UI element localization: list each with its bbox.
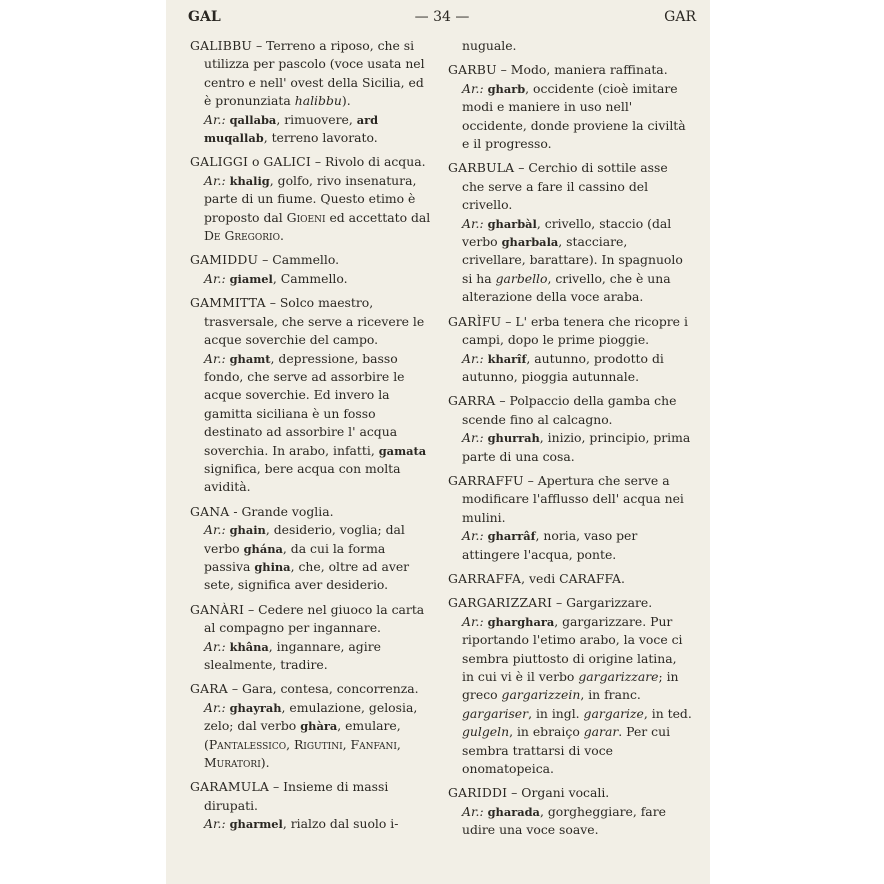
entry-gammitta: GAMMITTA – Solco maestro, trasversale, che serve a ricevere le acque soverchie del campo. Ar.: ghamt, depressione, basso fondo, che serve ad assorbire le acque soverchie. Ed invero la gamitta siciliana è un fosso destinato ad assorbire l' acqua soverchia. In arabo, infatti, gamata significa, bere acqua con molta avidità. — [190, 295, 427, 495]
right-column — [448, 37, 692, 846]
headword: GAMMITTA — [190, 295, 266, 311]
entry-gargarizzari: GARGARIZZARI – Gargarizzare. Ar.: gharghara, gargarizzare. Pur riportando l'etimo arabo, la voce ci sembra piuttosto di origine latina, in cui vi è il verbo gargarizzare; in greco gargarizzein, in franc. gargariser, in ingl. gargarize, in ted. gulgeln, in ebraiço garar. Per cui sembra trattarsi di voce onomatopeica. — [448, 595, 692, 777]
headword: GARA — [190, 681, 228, 697]
page-number: — 34 — — [414, 9, 470, 25]
left-column — [190, 37, 434, 840]
entry-ganari: GANÀRI – Cedere nel giuoco la carta al compagno per ingannare. Ar.: khâna, ingannare, agire slealmente, tradire. — [190, 601, 425, 672]
headword: GARBULA — [448, 160, 515, 176]
dictionary-page — [166, 0, 710, 884]
entry-garbu: GARBU – Modo, maniera raffinata. Ar.: gharb, occidente (cioè imitare modi e maniere in uso nell' occidente, donde proviene la civiltà e il progresso. — [448, 62, 686, 152]
entry-garbula: GARBULA – Cerchio di sottile asse che serve a fare il cassino del crivello. Ar.: gharbàl, crivello, staccio (dal verbo gharbala, stacciare, crivellare, barattare). In spagnuolo si ha garbello, crivello, che è una alterazione della voce araba. — [448, 160, 683, 305]
page-header — [188, 6, 696, 28]
entry-continuation: nuguale. — [462, 38, 517, 53]
entry-gara: GARA – Gara, contesa, concorrenza. Ar.: ghayrah, emulazione, gelosia, zelo; dal verbo ghàra, emulare, (Pantalessico, Rigutini, Fanfani, Muratori). — [190, 681, 419, 771]
entry-garraffa: GARRAFFA, vedi CARAFFA. — [448, 570, 625, 586]
entry-gariddi: GARIDDI – Organi vocali. Ar.: gharada, gorgheggiare, fare udire una voce soave. — [448, 785, 666, 838]
headword: GARAMULA — [190, 779, 270, 795]
headword: GARGARIZZARI — [448, 595, 553, 611]
headword: GARRAFFA — [448, 570, 522, 586]
header-left: GAL — [188, 9, 221, 25]
headword: GARÌFU — [448, 313, 502, 329]
entry-galiggi: GALIGGI o GALICI – Rivolo di acqua. Ar.: khalig, golfo, rivo insenatura, parte di un fiume. Questo etimo è proposto dal Gioeni ed accettato dal De Gregorio. — [190, 154, 431, 244]
entry-galibbu: GALIBBU – Terreno a riposo, che si utilizza per pascolo (voce usata nel centro e nell' ovest della Sicilia, ed è pronunziata halibbu). Ar.: qallaba, rimuovere, ard muqallab, terreno lavorato. — [190, 38, 425, 146]
entry-garifu: GARÌFU – L' erba tenera che ricopre i campi, dopo le prime pioggie. Ar.: kharîf, autunno, prodotto di autunno, pioggia autunnale. — [448, 313, 688, 384]
headword: GANA — [190, 503, 230, 519]
entry-garra: GARRA – Polpaccio della gamba che scende fino al calcagno. Ar.: ghurrah, inizio, principio, prima parte di una cosa. — [448, 393, 691, 464]
header-right: GAR — [664, 9, 696, 25]
headword: GARRA — [448, 393, 496, 409]
headword: GANÀRI — [190, 601, 245, 617]
entry-gana: GANA - Grande voglia. Ar.: ghain, desiderio, voglia; dal verbo ghána, da cui la forma passiva ghina, che, oltre ad aver sete, significa aver desiderio. — [190, 503, 410, 593]
headword: GALIGGI — [190, 154, 249, 170]
entry-garamula: GARAMULA – Insieme di massi dirupati. Ar.: gharmel, rialzo dal suolo i- — [190, 779, 399, 832]
headword: GARRAFFU — [448, 472, 524, 488]
entry-gamiddu: GAMIDDU – Cammello. Ar.: giamel, Cammello. — [190, 252, 348, 286]
entry-garraffu: GARRAFFU – Apertura che serve a modificare l'afflusso dell' acqua nei mulini. Ar.: gharrâf, noria, vaso per attingere l'acqua, ponte. — [448, 472, 684, 562]
headword: GALIBBU — [190, 38, 253, 53]
headword: GAMIDDU — [190, 252, 259, 268]
headword: GARBU — [448, 62, 497, 78]
headword: GARIDDI — [448, 785, 508, 801]
